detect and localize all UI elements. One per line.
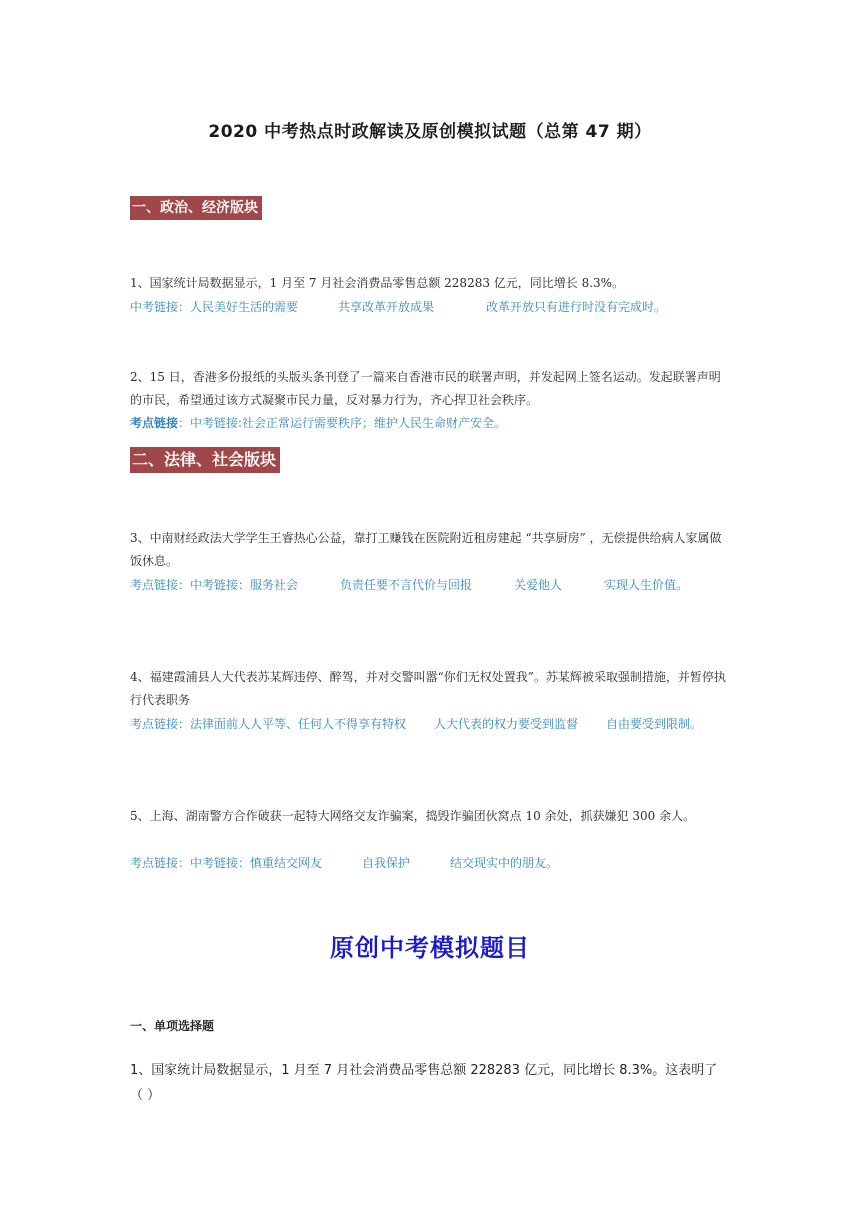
exam-link-1 bbox=[130, 296, 730, 319]
link-part: 自我保护 bbox=[362, 856, 411, 870]
single-choice-heading: 一、单项选择题 bbox=[130, 1019, 215, 1033]
news-item-4: 4、福建霞浦县人大代表苏某辉违停、醉驾，并对交警叫嚣“你们无权处置我”。苏某辉被采取强制措施，并暂停执行代表职务 bbox=[130, 670, 726, 707]
link-part: 考点链接：法律面前人人平等、任何人不得享有特权 bbox=[130, 717, 407, 731]
original-questions-title: 原创中考模拟题目 bbox=[330, 934, 530, 962]
link-part: 改革开放只有进行时没有完成时。 bbox=[486, 300, 667, 314]
section-heading-law-society: 二、法律、社会版块 bbox=[130, 447, 280, 473]
exam-link-5 bbox=[130, 852, 730, 875]
link-part: 实现人生价值。 bbox=[604, 578, 689, 592]
exam-link-4 bbox=[130, 713, 730, 736]
link-text: ：中考链接:社会正常运行需要秩序；维护人民生命财产安全。 bbox=[178, 416, 507, 430]
exam-link-2 bbox=[130, 412, 730, 435]
document-title: 2020 中考热点时政解读及原创模拟试题（总第 47 期） bbox=[208, 122, 652, 142]
link-part: 人大代表的权力要受到监督 bbox=[434, 717, 579, 731]
news-item-1: 1、国家统计局数据显示，1 月至 7 月社会消费品零售总额 228283 亿元，同比增长 8.3%。 bbox=[130, 276, 625, 290]
link-part: 结交现实中的朋友。 bbox=[450, 856, 559, 870]
news-item-5: 5、上海、湖南警方合作破获一起特大网络交友诈骗案，捣毁诈骗团伙窝点 10 余处，抓获嫌犯 300 余人。 bbox=[130, 809, 696, 823]
news-item-3: 3、中南财经政法大学学生王睿热心公益，靠打工赚钱在医院附近租房建起 “共享厨房” ，无偿提供给病人家属做饭休息。 bbox=[130, 531, 722, 568]
news-item-2: 2、15 日，香港多份报纸的头版头条刊登了一篇来自香港市民的联署声明，并发起网上签名运动。发起联署声明的市民，希望通过该方式凝聚市民力量，反对暴力行为，齐心捍卫社会秩序。 bbox=[130, 370, 721, 407]
link-part: 中考链接：人民美好生活的需要 bbox=[130, 300, 299, 314]
section-heading-politics-economy: 一、政治、经济版块 bbox=[130, 196, 262, 220]
link-part: 共享改革开放成果 bbox=[338, 300, 435, 314]
link-part: 考点链接：中考链接：慎重结交网友 bbox=[130, 856, 323, 870]
exam-link-3 bbox=[130, 574, 730, 597]
link-part: 负责任要不言代价与回报 bbox=[340, 578, 473, 592]
link-label: 考点链接 bbox=[130, 416, 179, 430]
question-1: 1、国家统计局数据显示，1 月至 7 月社会消费品零售总额 228283 亿元，同比增长 8.3%。这表明了（ ） bbox=[130, 1063, 718, 1103]
link-part: 考点链接：中考链接：服务社会 bbox=[130, 578, 299, 592]
link-part: 自由要受到限制。 bbox=[606, 717, 703, 731]
link-part: 关爱他人 bbox=[514, 578, 563, 592]
